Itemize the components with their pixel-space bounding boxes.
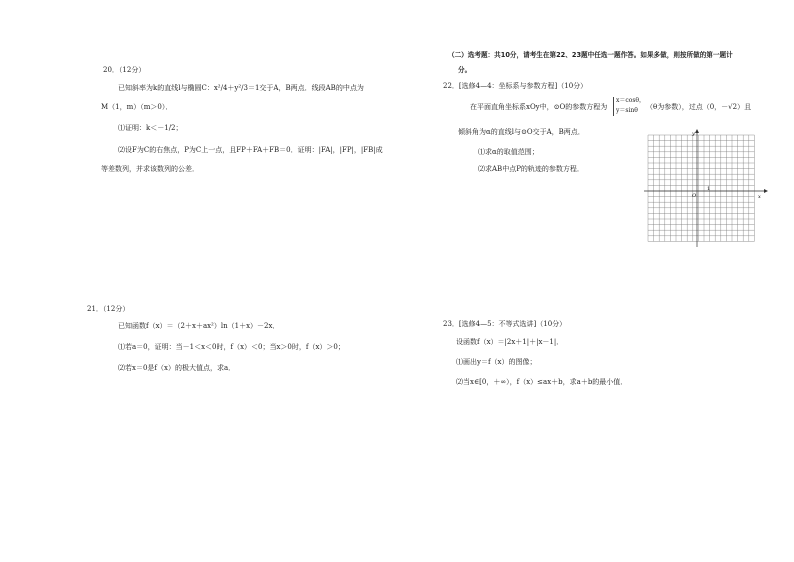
q22-part1: ⑴求α的取值范围； bbox=[478, 148, 539, 156]
q22-header: 22．[选修4—4：坐标系与参数方程]（10分） bbox=[443, 82, 588, 90]
y-axis-arrow bbox=[695, 129, 699, 133]
q20-part1: ⑴证明：k＜－1/2； bbox=[118, 124, 183, 132]
q22-part2: ⑵求AB中点P的轨迹的参数方程． bbox=[478, 165, 584, 173]
param-x: x＝cosθ， bbox=[616, 97, 646, 104]
q20-part2: ⑵设F为C的右焦点，P为C上一点，且FP＋FA＋FB＝0．证明：|FA|，|FP|，|FB|成 bbox=[118, 146, 383, 154]
q23-part1: ⑴画出y＝f（x）的图像； bbox=[456, 358, 537, 366]
q20-stem: 已知斜率为k的直线l与椭圆C：x²/4＋y²/3＝1交于A，B两点．线段AB的中点为 bbox=[118, 84, 364, 92]
q23-stem: 设函数f（x）＝|2x＋1|＋|x－1|． bbox=[456, 338, 564, 346]
unit-label: 1 bbox=[707, 186, 711, 192]
coordinate-grid bbox=[640, 127, 770, 252]
q20-part2-cont: 等差数列，并求该数列的公差． bbox=[101, 165, 199, 173]
param-brace bbox=[613, 97, 614, 116]
grid-lines bbox=[648, 135, 754, 241]
q22-stem-line2: 倾斜角为α的直线l与⊙O交于A，B两点． bbox=[458, 128, 585, 136]
q21-stem: 已知函数f（x）＝（2＋x＋ax²）ln（1＋x）－2x． bbox=[118, 322, 280, 330]
q22-stem-cont: （θ为参数），过点（0，－√2）且 bbox=[646, 103, 752, 111]
q21-part2: ⑵若x＝0是f（x）的极大值点，求a． bbox=[118, 364, 236, 372]
q23-part2: ⑵当x∈[0，＋∞），f（x）≤ax＋b，求a＋b的最小值． bbox=[456, 378, 628, 386]
section-heading-cont: 分。 bbox=[458, 66, 472, 74]
y-axis-label: y bbox=[692, 131, 695, 137]
q20-stem-cont: M（1，m）（m＞0）． bbox=[101, 103, 173, 111]
x-axis-arrow bbox=[764, 189, 768, 193]
section-heading: （二）选考题：共10分，请考生在第22、23题中任选一题作答。如果多做，则按所做的第一题计 bbox=[448, 51, 733, 59]
origin-label: O bbox=[692, 193, 697, 199]
q21-header: 21．（12分） bbox=[87, 305, 130, 313]
q22-stem: 在平面直角坐标系xOy中，⊙O的参数方程为 bbox=[470, 103, 608, 111]
x-axis-label: x bbox=[758, 194, 761, 200]
param-y: y＝sinθ bbox=[616, 107, 638, 114]
q21-part1: ⑴若a＝0，证明：当－1＜x＜0时，f（x）＜0；当x＞0时，f（x）＞0； bbox=[118, 343, 345, 351]
q20-header: 20．（12分） bbox=[103, 66, 146, 74]
q23-header: 23．[选修4—5：不等式选讲]（10分） bbox=[443, 320, 567, 328]
